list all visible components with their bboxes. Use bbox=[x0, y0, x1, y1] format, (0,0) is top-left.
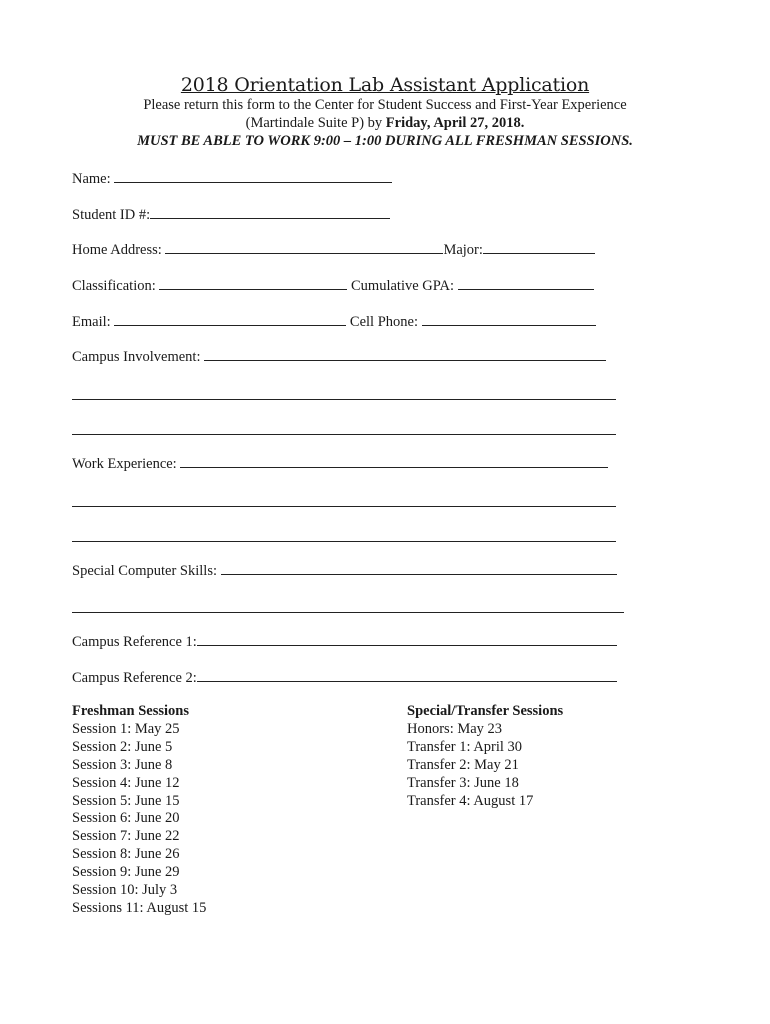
computer-skills-row bbox=[72, 562, 617, 580]
gpa-label: Cumulative GPA: bbox=[351, 278, 455, 294]
work-experience-line-2[interactable] bbox=[72, 505, 616, 507]
home-address-field[interactable] bbox=[165, 241, 443, 254]
session-item: Sessions 11: August 15 bbox=[72, 899, 207, 916]
session-item: Session 4: June 12 bbox=[72, 774, 180, 791]
deadline: Friday, April 27, 2018. bbox=[385, 115, 525, 131]
student-id-label: Student ID #: bbox=[72, 207, 151, 223]
reference-1-label: Campus Reference 1: bbox=[72, 634, 197, 650]
email-field[interactable] bbox=[114, 313, 346, 326]
cell-phone-field[interactable] bbox=[422, 313, 596, 326]
campus-involvement-field[interactable] bbox=[204, 348, 606, 361]
computer-skills-line-2[interactable] bbox=[72, 611, 624, 613]
campus-involvement-row bbox=[72, 348, 606, 366]
address-row bbox=[72, 241, 595, 259]
computer-skills-field[interactable] bbox=[221, 562, 617, 575]
name-label: Name: bbox=[72, 171, 111, 187]
classification-field[interactable] bbox=[159, 277, 347, 290]
special-sessions-list bbox=[407, 721, 563, 811]
reference-1-field[interactable] bbox=[197, 633, 617, 646]
home-address-label: Home Address: bbox=[72, 242, 162, 258]
email-label: Email: bbox=[72, 314, 111, 330]
reference-2-field[interactable] bbox=[197, 669, 617, 682]
special-transfer-sessions bbox=[407, 703, 563, 810]
session-item: Session 8: June 26 bbox=[72, 846, 180, 863]
session-item: Session 2: June 5 bbox=[72, 738, 173, 755]
student-id-field[interactable] bbox=[150, 206, 390, 219]
cell-phone-label: Cell Phone: bbox=[349, 314, 418, 330]
session-item: Honors: May 23 bbox=[407, 720, 503, 737]
work-experience-line-3[interactable] bbox=[72, 540, 616, 542]
session-item: Session 6: June 20 bbox=[72, 810, 180, 827]
student-id-row bbox=[72, 206, 390, 224]
contact-row bbox=[72, 313, 596, 331]
freshman-sessions-heading: Freshman Sessions bbox=[72, 703, 189, 719]
session-item: Transfer 4: August 17 bbox=[407, 792, 534, 809]
session-item: Transfer 2: May 21 bbox=[407, 756, 519, 773]
work-experience-label: Work Experience: bbox=[72, 456, 177, 472]
major-label: Major: bbox=[443, 242, 483, 258]
reference-2-label: Campus Reference 2: bbox=[72, 670, 197, 686]
computer-skills-label: Special Computer Skills: bbox=[72, 563, 217, 579]
requirement-notice: MUST BE ABLE TO WORK 9:00 – 1:00 DURING ALL FRESHMAN SESSIONS. bbox=[137, 133, 633, 149]
work-experience-row bbox=[72, 455, 608, 473]
instruction-prefix: (Martindale Suite P) by bbox=[245, 115, 386, 131]
instruction-line-2 bbox=[0, 115, 770, 132]
reference-1-row bbox=[72, 633, 617, 651]
work-experience-field[interactable] bbox=[180, 455, 608, 468]
reference-2-row bbox=[72, 669, 617, 687]
gpa-field[interactable] bbox=[458, 277, 594, 290]
classification-row bbox=[72, 277, 594, 295]
form-title: 2018 Orientation Lab Assistant Application bbox=[180, 74, 590, 96]
session-item: Session 1: May 25 bbox=[72, 720, 180, 737]
session-item: Session 7: June 22 bbox=[72, 828, 180, 845]
classification-label: Classification: bbox=[72, 278, 156, 294]
freshman-sessions bbox=[72, 703, 206, 918]
campus-involvement-label: Campus Involvement: bbox=[72, 349, 201, 365]
name-row bbox=[72, 170, 392, 188]
freshman-sessions-list bbox=[72, 721, 206, 918]
special-sessions-heading: Special/Transfer Sessions bbox=[407, 703, 564, 719]
name-field[interactable] bbox=[114, 170, 392, 183]
session-item: Session 3: June 8 bbox=[72, 756, 173, 773]
session-item: Transfer 3: June 18 bbox=[407, 774, 519, 791]
major-field[interactable] bbox=[483, 241, 595, 254]
session-item: Session 9: June 29 bbox=[72, 864, 180, 881]
campus-involvement-line-3[interactable] bbox=[72, 433, 616, 435]
session-item: Session 5: June 15 bbox=[72, 792, 180, 809]
session-item: Transfer 1: April 30 bbox=[407, 738, 523, 755]
session-item: Session 10: July 3 bbox=[72, 882, 178, 899]
instruction-line-1: Please return this form to the Center for Student Success and First-Year Experience bbox=[143, 97, 627, 113]
campus-involvement-line-2[interactable] bbox=[72, 398, 616, 400]
